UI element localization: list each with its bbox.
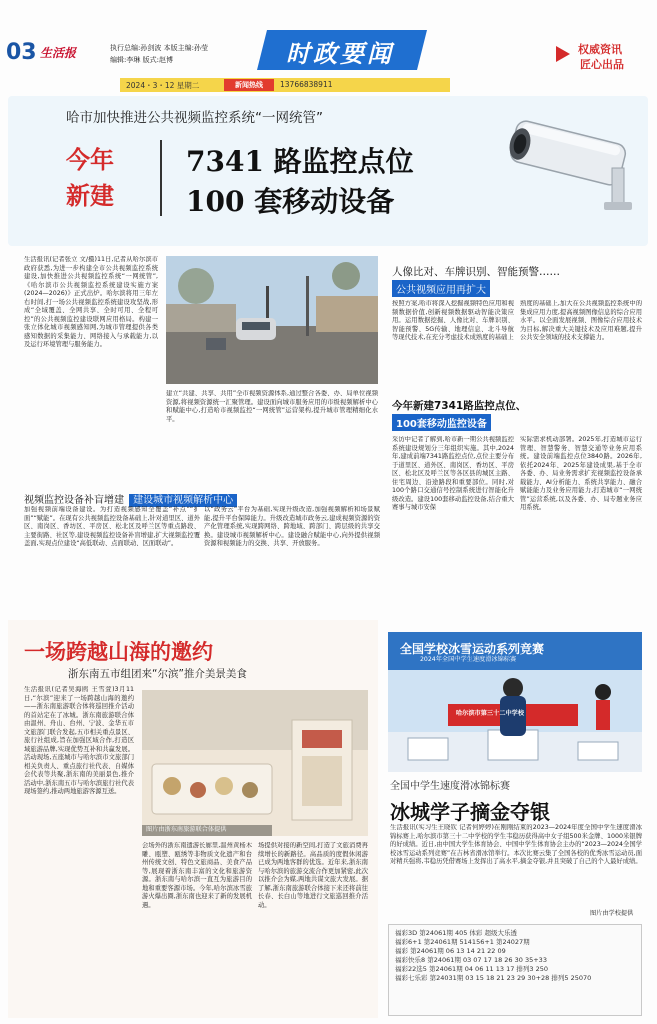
page-number: 03 bbox=[6, 40, 37, 65]
slogan-line-1: 权威资讯 bbox=[578, 43, 622, 56]
lottery-line: 福彩6+1 第24061期 514156+1 第24027期 bbox=[395, 938, 530, 946]
article2-heading bbox=[24, 488, 237, 507]
issue-date: 2024・3・12 星期二 bbox=[126, 81, 200, 90]
article1-wide-text: 建立“共建、共享、共用”全市视频资源体系,通过整合各委、办、局单位视频资源,将视频资源统一汇聚管理。建设面向城市服务应用的市级视频解析中心和赋能中心,打造哈市视频监控“一网统管”运营架构,提升城市管理精细化水平。 bbox=[166, 390, 378, 423]
article4-heading-blue: 100套移动监控设备 bbox=[392, 414, 491, 431]
article1-col1: 生活报讯(记者张立 文/摄)11日,记者从哈尔滨市政府获悉,为进一步构建全市公共视频监控系统建设,加快推进公共视频监控系统“一网统管”,《哈尔滨市公共视频监控系统建设实施方案(2024—2026)》正式出炉。哈尔滨将用三年左右时间,打一场公共视频监控系统建设攻坚战,形成“全域覆盖、全网共享、全时可用、全程可控”的公共视频监控建设联网应用格局。构建一张立体化城市视频感知网,为城市管理提供各类感知数据的采集能力、网络接入与承载能力,以及运行环境管理与服务能力。 bbox=[24, 256, 158, 348]
credits-line-2: 编辑:李琳 版式:赵博 bbox=[110, 56, 173, 64]
lottery-box bbox=[388, 924, 642, 1016]
hotline-number: 13766838911 bbox=[280, 80, 333, 89]
arrow-icon bbox=[556, 46, 570, 62]
article6-title: 冰城学子摘金夺银 bbox=[390, 800, 550, 824]
article2-col1: 加强视频前端设备建设。为打造视频感知全覆盖“补点”“扩面”“赋能”。在现有公共视频监控设备基础上,针对道里区、道外区、南岗区、香坊区、平房区、松北区及呼兰区等重点路段、主要街路、社区等,建设视频监控设备补盲增建,扩大视频监控覆盖面,实现点位建设“高低联动、点面联动、区面联动”。 bbox=[24, 506, 200, 547]
lottery-line: 福彩3D 第24061期 405 体彩 超级大乐透 bbox=[395, 929, 517, 937]
lead-title-line-1: 7341 路监控点位 bbox=[186, 145, 414, 178]
lottery-line: 福彩七乐彩 第24031期 03 15 18 21 23 29 30+28 排列5 25070 bbox=[395, 974, 592, 982]
article6-body: 生活报讯(实习生王晓钦 记者何婷婷)在刚刚结束的2023—2024年度全国中学生速度滑冰锦标赛上,哈尔滨市第三十二中学校的学生韦稳历获得高中女子组500米金牌、1000米银牌的好成绩。近日,由中国大学生体育协会、中国中学生体育协会主办的“2023—2024全国学校冰雪运动系列竞赛”在吉林省滑冰馆举行。本次比赛云集了全国各校的优秀冰雪运动员,面对精兵强将,韦稳历凭借赛场上发挥出了高水平,摘金夺银,并且突破了自己的个人最好成绩。 bbox=[390, 824, 642, 865]
article6-kicker: 全国中学生速度滑冰锦标赛 bbox=[390, 781, 510, 792]
article5-subtitle: 浙东南五市组团来“尔滨”推介美景美食 bbox=[68, 668, 247, 680]
article4-col2: 实际需求机动部署。2025年,打造城市运行管理、智慧警务、智慧交通等业务应用系统。建设前端监控点位3840路。2026年,依托2024年、2025年建设成果,基于全市各委、办、局业务需求扩充视频监控设备承载能力、AI分析能力、系统共享能力、融合赋能能力及业务应用能力,打造城市“一网统管”运营系统,以及各委、办、局专题业务应用系统。 bbox=[520, 436, 642, 511]
paper-logo: 生活报 bbox=[40, 46, 77, 60]
slogan-line-2: 匠心出品 bbox=[580, 58, 624, 71]
section-title: 时政要闻 bbox=[286, 40, 394, 68]
article5-col3: 场提供对接的新空间,打造了文旅消费再续增长的新路径。高品质的度假休闲游已成为两地客群的优选。近年来,浙东南与哈尔滨的旅游交流合作更加紧密,此次以推介会为媒,两地共谋文旅大发展。据了解,浙东南旅游联合体接下来还将前往长春、长白山等地进行文旅巡回推介活动。 bbox=[258, 842, 368, 909]
article5-col1: 生活报讯(记者吴海鸥 王雪萱)3月11日,“尔滨”迎来了一场跨越山海的邀约——浙东南旅游联合体将巡回推介活动的首站定在了冰城。浙东南旅游联合体由温州、舟山、台州、宁波、金华五市文旅部门联合发起,五市相关重点景区、旅行社组成,旨在加强区域合作,打造区域旅游品牌,实现优势互补和共赢发展。活动现场,五座城市与哈尔滨市文旅部门相关负责人、重点旅行社代表、自媒体会代表等共聚,浙东南的美丽景色,推介活动中,浙东南五市与哈尔滨旅行社代表现场签约,推动两地旅游客源互送。 bbox=[24, 686, 134, 795]
article4-heading-plain: 今年新建7341路监控点位、 bbox=[392, 400, 527, 412]
article2-col2: 以“政务云”平台为基础,实现升级改造,加强视频解析和场景赋能,提升平台保障能力。升级改造城市政务云,建成视频资源的资产化管理系统,实现跨网络、跨地域、跨部门、跨层级的共享交换。建设城市视频解析中心。建设融合赋能中心,向外提供视频资源和视频能力的交换、共享、开放服务。 bbox=[204, 506, 380, 547]
article2-heading-blue: 建设城市视频解析中心 bbox=[129, 494, 237, 507]
award-banner-subtext: 2024年全国中学生速度滑冰锦标赛 bbox=[420, 656, 517, 663]
lottery-line: 福彩快乐8 第24061期 03 07 17 18 26 30 35+33 bbox=[395, 956, 547, 964]
lead-tag-line-1: 今年 bbox=[66, 146, 114, 174]
article5-title: 一场跨越山海的邀约 bbox=[24, 640, 213, 664]
article2-heading-plain: 视频监控设备补盲增建 bbox=[24, 495, 124, 506]
lead-tag-line-2: 新建 bbox=[66, 182, 114, 210]
article3-heading-blue: 公共视频应用再扩大 bbox=[392, 280, 490, 297]
promo-event-photo bbox=[142, 690, 368, 836]
lottery-line: 福彩22选5 第24061期 04 06 11 13 17 排列3 250 bbox=[395, 965, 549, 973]
article3-col1: 按照方案,哈市将深入挖掘视频特色应用和视频数据价值,创新视频数据驱动智能决策应用。运用数据挖掘、人像比对、车牌识别、智能预警、5G传输、地理信息、北斗导航等现代技术,在充分考虑技术成熟度的基础上 bbox=[392, 300, 514, 341]
lead-title-line-2: 100 套移动设备 bbox=[186, 185, 395, 218]
lead-divider bbox=[160, 140, 162, 216]
lead-kicker: 哈市加快推进公共视频监控系统“一网统管” bbox=[66, 110, 323, 126]
hotline-label: 新闻热线 bbox=[224, 79, 274, 91]
lottery-line: 福彩 第24061期 06 13 14 21 22 09 bbox=[395, 947, 506, 955]
article4-col1: 采访中记者了解到,哈市新一期公共视频监控系统建设规划分三年组织实施。其中,2024年,建成前端7341路监控点位,点位主要分布于道里区、道外区、南岗区、香坊区、平房区、松北区及呼兰区等各区县的城区主路、住宅周边、沿途路段和重要部位。同时,对100个路口交通信号控制系统进行智能化升级改造。建设100套移动监控设备,结合重大赛事与城市安保 bbox=[392, 436, 514, 511]
credits-line-1: 执行总编:孙剑波 本版主编:孙莹 bbox=[110, 44, 208, 52]
article6-photo-credit: 图片由学校提供 bbox=[590, 910, 634, 917]
article5-col2: 会场外的浙东南遗游长廊里,温州黄杨木雕、瓯塑、瓯绣等非物质文化遗产和台州传统文创、特色文旅商品、美食产品等,展现着浙东南丰富的文化和旅游资源。浙东南与哈尔滨一直互为旅游目的地和重要客源市场。今年,哈尔滨冰雪旅游火爆出圈,浙东南也迎来了新的发展机遇。 bbox=[142, 842, 252, 909]
award-flag-text: 哈尔滨市第三十二中学校 bbox=[456, 710, 525, 717]
article5-photo-caption: 图片由浙东南旅游联合体提供 bbox=[146, 826, 227, 833]
street-photo bbox=[166, 256, 378, 384]
security-camera-icon bbox=[500, 110, 650, 230]
article3-col2: 熟度的基础上,加大在公共视频监控系统中的集成应用力度,提高视频图像信息的综合应用水平。以全面发展视频、图像综合应用技术为目标,解决重大关键技术及应用难题,提升公共安全领域的技术支撑能力。 bbox=[520, 300, 642, 341]
award-banner-text: 全国学校冰雪运动系列竞赛 bbox=[400, 642, 545, 656]
article3-kicker: 人像比对、车牌识别、智能预警…… bbox=[392, 266, 560, 278]
